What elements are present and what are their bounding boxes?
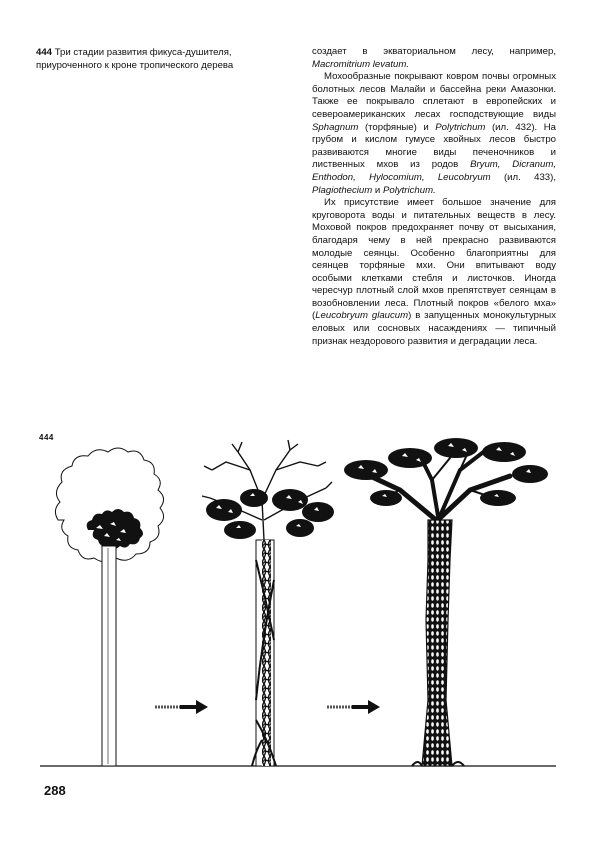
tree-stage-2 (202, 440, 334, 766)
arrow-icon (155, 700, 208, 714)
text-run: и (372, 184, 383, 196)
tree-stage-1 (55, 448, 163, 766)
species-name: Macromitrium levatum. (312, 58, 410, 70)
text-run: (торфяные) и (358, 121, 436, 133)
species-name: Polytrichum (435, 121, 486, 133)
species-name: Sphagnum (312, 121, 359, 133)
figure-label: 444 (39, 433, 54, 442)
text-run: создает в экваториальном лесу, например, (312, 46, 556, 57)
species-name: Leucobryum glaucum (315, 310, 409, 322)
text-run: Мохообразные покрывают ковром почвы огромных болотных лесов Малайи и бассейна реки Амазонки. Также ее покрывало сплетают в европейских и североамериканских лесах господствующие виды (312, 71, 556, 120)
species-name: Plagiothecium (312, 184, 373, 196)
species-name: Bryum, Dicranum, Enthodon, Hylocomium, Leucobryum (312, 159, 557, 183)
species-name: Polytrichum. (382, 184, 436, 196)
host-trunk (102, 546, 116, 766)
caption-number: 444 (36, 47, 53, 58)
caption-text: Три стадии развития фикуса-душителя, приуроченного к кроне тропического дерева (36, 47, 234, 71)
page-number: 288 (44, 783, 66, 798)
text-run: ) в запущенных монокультурных еловых или сосновых насаждениях — типичный признак нездорового развития и деградации леса. (312, 310, 556, 347)
text-run: Их присутствие имеет большое значение для круговорота воды и питательных веществ в лесу. Моховой покров предохраняет почву от высыхания, благодаря чему в ней прекрасно развиваются молодые сеянцы. Особенно благоприятны для сеянцев торфяные мхи. Они впитывают воду особыми клетками стебля и листочков. Иногда чересчур плотный слой мхов препятствует сеянцам в возобновлении леса. Плотный покров «белого мха» ( (312, 197, 556, 322)
text-run: (ил. 432). На грубом и кислом гумусе хвойных лесов быстро развиваются многие виды печеночников и лиственных мхов из родов (312, 121, 556, 171)
tree-stage-3 (344, 438, 548, 766)
text-run: (ил. 433), (490, 171, 557, 183)
fig-lattice-trunk (422, 520, 452, 766)
arrow-icon (327, 700, 380, 714)
